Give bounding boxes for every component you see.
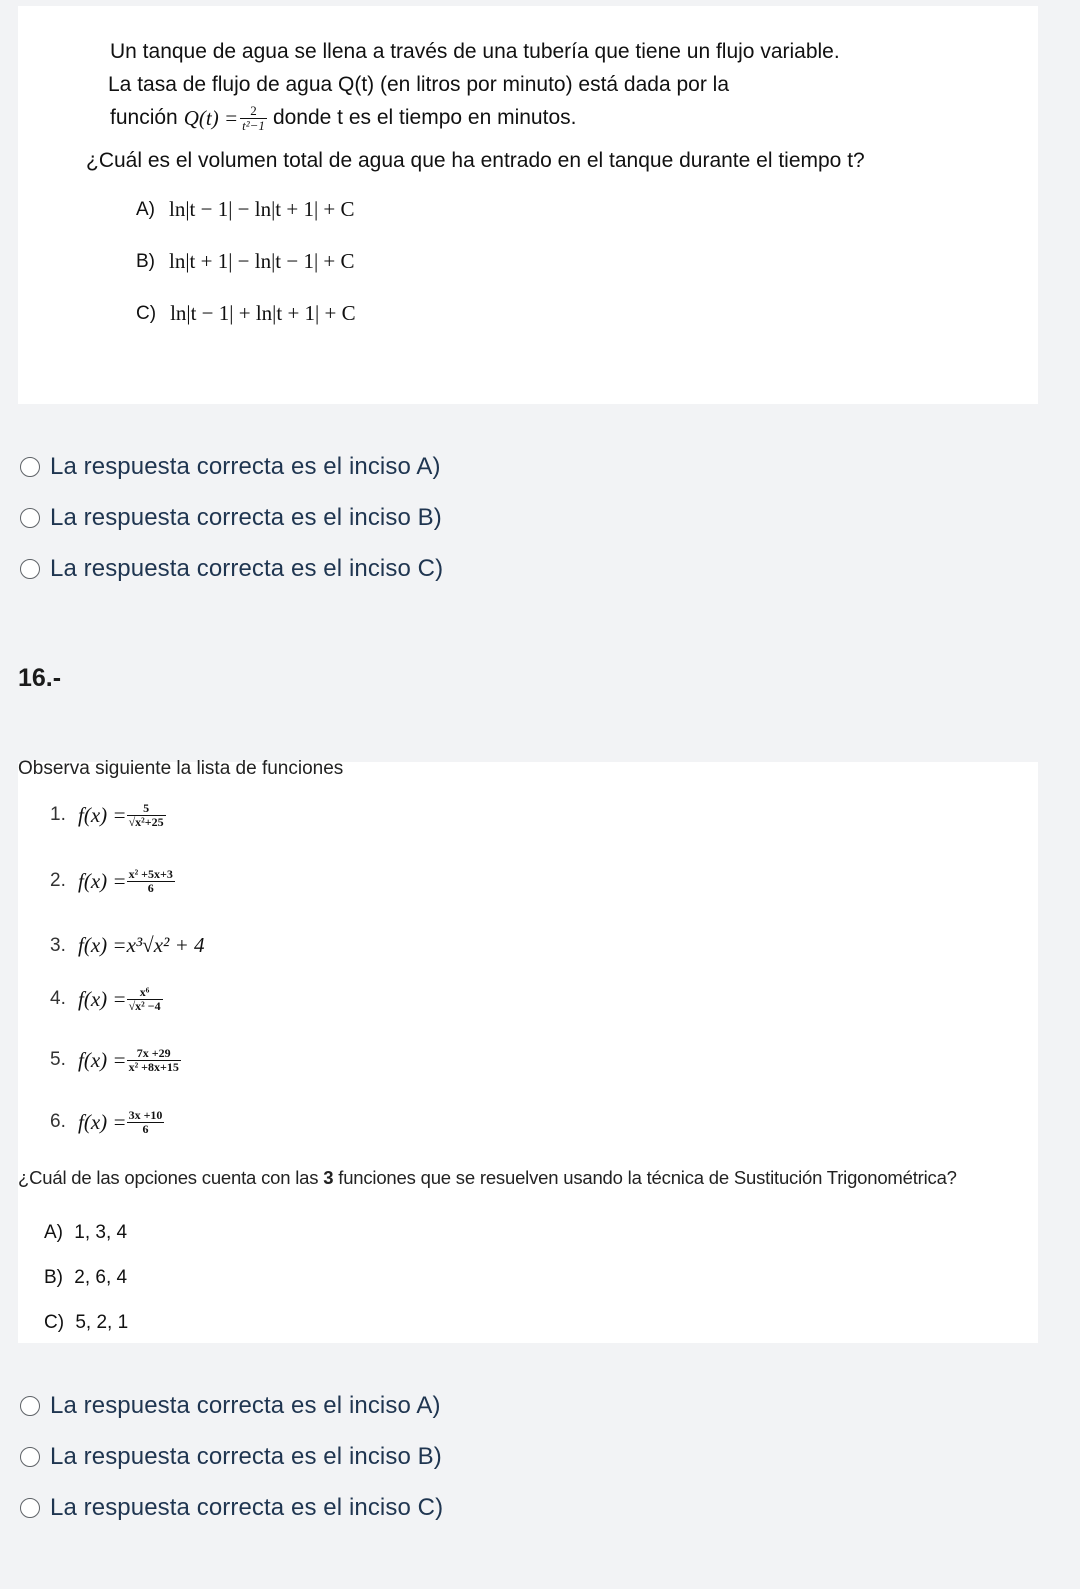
q15-option-a-label: A)	[136, 198, 155, 220]
q15-line2: La tasa de flujo de agua Q(t) (en litros por minuto) está dada por la	[108, 73, 730, 96]
function-2-number: 2.	[50, 870, 66, 892]
q15-option-a-expr: ln|t − 1| − ln|t + 1| + C	[169, 197, 355, 221]
radio-icon[interactable]	[20, 1396, 40, 1416]
q16-question-post: funciones que se resuelven usando la técnica de Sustitución Trigonométrica?	[333, 1167, 957, 1188]
q16-answer-c[interactable]	[20, 1493, 443, 1523]
q16-option-b	[44, 1267, 127, 1289]
function-2-lhs: f(x) =	[78, 868, 127, 893]
function-6-fraction	[127, 1109, 165, 1136]
function-5-num: 7x +29	[127, 1047, 181, 1061]
q16-option-a	[44, 1222, 127, 1244]
function-5-fraction	[127, 1047, 181, 1074]
q15-line3-pre: función	[110, 106, 178, 130]
q16-answer-a-label[interactable]: La respuesta correcta es el inciso A)	[50, 1392, 441, 1419]
q15-flow-fraction	[240, 104, 267, 133]
q15-option-c	[136, 301, 356, 326]
q16-option-b-value: 2, 6, 4	[74, 1267, 128, 1288]
function-6-num: 3x +10	[128, 1108, 163, 1122]
function-5	[50, 1047, 181, 1074]
function-4	[50, 986, 163, 1013]
q16-option-c	[44, 1312, 128, 1334]
q16-option-a-value: 1, 3, 4	[74, 1222, 128, 1243]
function-2	[50, 868, 175, 895]
q15-answer-b-label[interactable]: La respuesta correcta es el inciso B)	[50, 504, 442, 531]
q16-number: 16.-	[18, 664, 62, 692]
q16-intro: Observa siguiente la lista de funciones	[18, 758, 344, 779]
function-3	[50, 933, 205, 958]
q16-answer-c-label[interactable]: La respuesta correcta es el inciso C)	[50, 1494, 444, 1521]
q15-answer-a[interactable]	[20, 452, 441, 482]
q16-answer-b[interactable]	[20, 1442, 442, 1472]
q15-answer-a-label[interactable]: La respuesta correcta es el inciso A)	[50, 453, 441, 480]
function-2-num: x² +5x+3	[128, 867, 173, 881]
q16-option-a-label: A)	[44, 1222, 63, 1243]
radio-icon[interactable]	[20, 559, 40, 579]
q15-option-b-expr: ln|t + 1| − ln|t − 1| + C	[169, 249, 355, 273]
q15-answer-b[interactable]	[20, 503, 442, 533]
q16-question-pre: ¿Cuál de las opciones cuenta con las	[18, 1167, 324, 1188]
q15-line3-post: donde t es el tiempo en minutos.	[272, 106, 577, 130]
function-4-den: √x² −4	[128, 998, 161, 1013]
function-6-den: 6	[142, 1121, 149, 1136]
function-2-fraction	[127, 868, 175, 895]
function-1	[50, 802, 166, 829]
q16-answer-b-label[interactable]: La respuesta correcta es el inciso B)	[50, 1443, 442, 1470]
q15-option-b-label: B)	[136, 250, 155, 272]
q15-answer-c-label[interactable]: La respuesta correcta es el inciso C)	[50, 555, 444, 582]
function-4-fraction	[127, 986, 163, 1013]
q15-flow-den: t²−1	[242, 117, 265, 133]
function-1-number: 1.	[50, 804, 66, 826]
function-3-number: 3.	[50, 934, 66, 956]
q16-option-c-label: C)	[44, 1312, 65, 1333]
q15-line3	[110, 104, 576, 133]
q15-flow-function: Q(t) =	[183, 105, 239, 130]
function-6	[50, 1109, 164, 1136]
function-1-den: √x²+25	[128, 814, 164, 829]
q15-option-c-expr: ln|t − 1| + ln|t + 1| + C	[170, 301, 356, 325]
function-4-lhs: f(x) =	[78, 986, 127, 1011]
radio-icon[interactable]	[20, 1447, 40, 1467]
radio-icon[interactable]	[20, 1498, 40, 1518]
function-1-fraction	[127, 802, 166, 829]
radio-icon[interactable]	[20, 457, 40, 477]
q16-option-c-value: 5, 2, 1	[75, 1312, 129, 1333]
function-2-den: 6	[147, 880, 154, 895]
q15-question: ¿Cuál es el volumen total de agua que ha entrado en el tanque durante el tiempo t?	[86, 149, 865, 172]
q15-answer-c[interactable]	[20, 554, 443, 584]
function-5-lhs: f(x) =	[78, 1047, 127, 1072]
q16-question-bold: 3	[323, 1167, 334, 1188]
q16-option-b-label: B)	[44, 1267, 63, 1288]
function-1-lhs: f(x) =	[78, 802, 127, 827]
function-4-number: 4.	[50, 988, 66, 1010]
function-3-lhs: f(x) =	[78, 933, 127, 957]
function-4-num: x⁶	[127, 986, 163, 1000]
radio-icon[interactable]	[20, 508, 40, 528]
function-6-number: 6.	[50, 1111, 66, 1133]
function-5-number: 5.	[50, 1049, 66, 1071]
q15-option-c-label: C)	[136, 302, 157, 324]
function-1-num: 5	[127, 802, 166, 816]
q15-option-b	[136, 249, 355, 274]
q15-flow-num: 2	[240, 104, 267, 119]
function-5-den: x² +8x+15	[128, 1059, 179, 1074]
q16-answer-a[interactable]	[20, 1391, 441, 1421]
q15-line1: Un tanque de agua se llena a través de una tubería que tiene un flujo variable.	[110, 40, 840, 63]
function-3-expr: x³√x² + 4	[126, 933, 205, 957]
q15-option-a	[136, 197, 355, 222]
q16-question	[18, 1167, 957, 1189]
function-6-lhs: f(x) =	[78, 1109, 127, 1134]
